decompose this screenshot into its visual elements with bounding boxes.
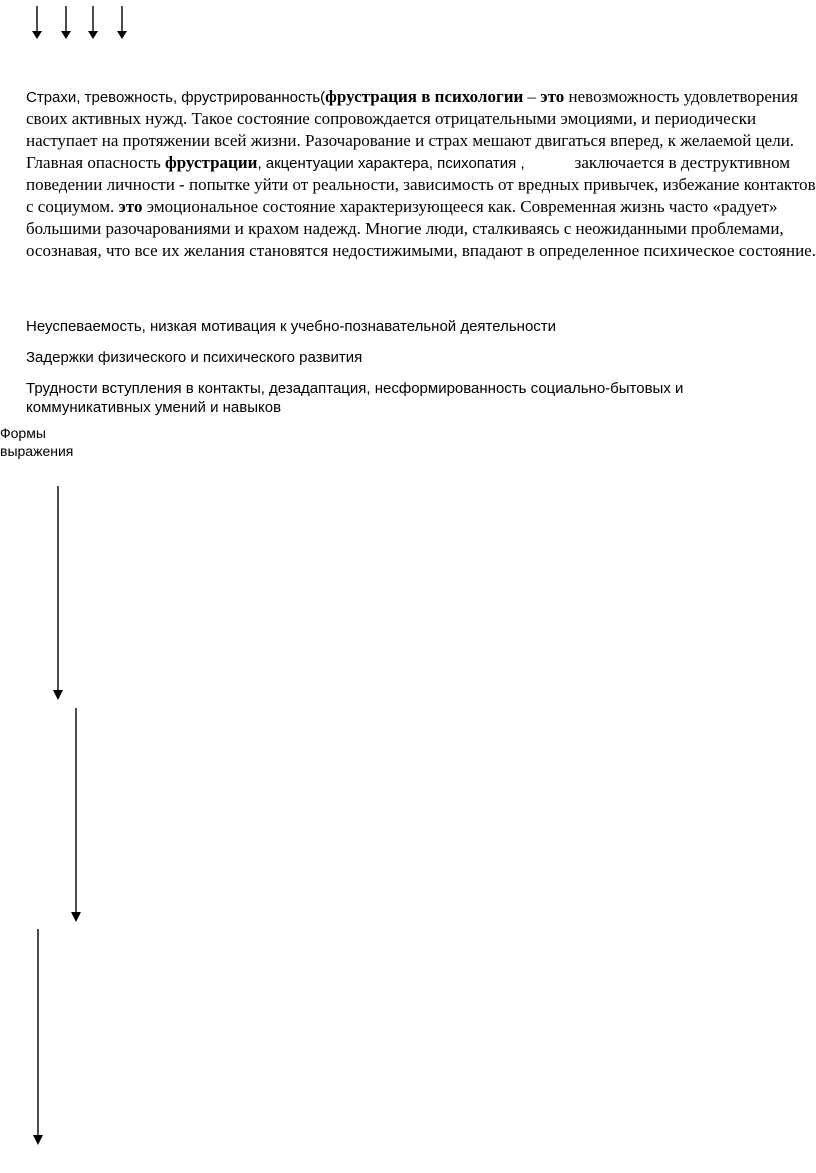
definition-text: невозможность удовлетворения своих активных нужд. Такое состояние сопровождается отрицательными эмоциями, и периодически наступает на протяжении всей жизни. Разочарование и страх мешают двигаться вперед, к желаемой цели. Главная опасность <box>26 87 798 172</box>
this-bold-2: это <box>118 197 143 216</box>
top-arrow-1 <box>30 6 44 40</box>
this-bold: это <box>540 87 565 106</box>
top-arrow-4 <box>115 6 129 40</box>
state-description: эмоциональное состояние характеризующееся как. Современная жизнь часто «радует» большими разочарованиями и крахом надежд. Многие люди, сталкиваясь с неожиданными проблемами, осознавая, что все их желания становятся недостижимыми, впадают в определенное психическое состояние. <box>26 197 816 260</box>
long-arrow-3 <box>31 929 45 1147</box>
long-arrow-2 <box>69 708 83 924</box>
side-label-line2: выражения <box>0 443 74 459</box>
frustration-bold: фрустрации <box>165 153 258 172</box>
item-developmental-delay: Задержки физического и психического развития <box>26 349 363 366</box>
side-label-line1: Формы <box>0 425 46 441</box>
top-arrow-3 <box>86 6 100 40</box>
accentuation-text: , акцентуации характера, психопатия , <box>257 155 525 172</box>
item-underachievement: Неуспеваемость, низкая мотивация к учебно-познавательной деятельности <box>26 318 557 335</box>
forms-of-expression-label <box>0 424 73 460</box>
main-paragraph: Страхи, тревожность, фрустрированность(фрустрация в психологии – это невозможность удовлетворения своих активных нужд. Такое состояние сопровождается отрицательными эмоциями, и периодически наступает на протяжении всей жизни. Разочарование и страх мешают двигаться вперед, к желаемой цели. Главная опасность фрустрации, акцентуации характера, психопатия , заключается в деструктивном поведении личности - попытке уйти от реальности, зависимость от вредных привычек, избежание контактов с социумом. это эмоциональное состояние характеризующееся как. Современная жизнь часто «радует» большими разочарованиями и крахом надежд. Многие люди, сталкиваясь с неожиданными проблемами, осознавая, что все их желания становятся недостижимыми, впадают в определенное психическое состояние. <box>26 87 816 260</box>
frustration-term: фрустрация в психологии <box>325 87 524 106</box>
top-arrow-2 <box>59 6 73 40</box>
fears-label: Страхи, тревожность, фрустрированность( <box>26 89 326 106</box>
consequence-text: заключается в деструктивном поведении личности - попытке уйти от реальности, зависимость от вредных привычек, избежание контактов с социумом. <box>26 153 816 216</box>
item-contact-difficulties: Трудности вступления в контакты, дезадаптация, несформированность социально-бытовых и коммуникативных умений и навыков <box>26 380 684 416</box>
long-arrow-1 <box>51 486 65 702</box>
